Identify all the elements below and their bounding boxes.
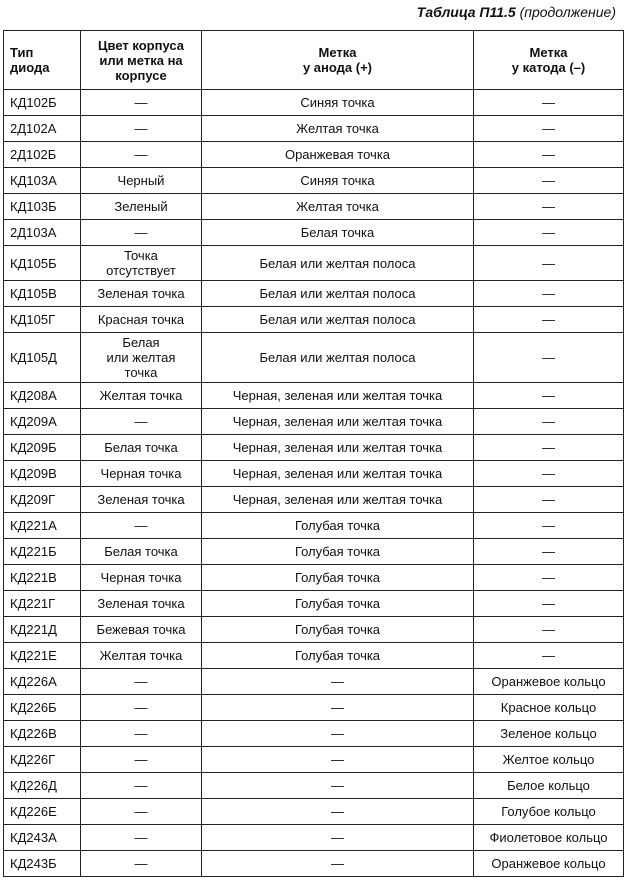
cell-anode-mark: Голубая точка — [202, 539, 474, 565]
cell-body-color-line: точка — [124, 365, 158, 380]
table-row — [4, 333, 624, 383]
cell-cathode-mark: — — [474, 142, 624, 168]
cell-cathode-mark: — — [474, 409, 624, 435]
cell-cathode-mark: — — [474, 513, 624, 539]
cell-diode-type: КД226А — [4, 669, 81, 695]
cell-diode-type: КД221Г — [4, 591, 81, 617]
cell-anode-mark: Оранжевая точка — [202, 142, 474, 168]
cell-body-color — [81, 281, 202, 307]
cell-diode-type: КД105В — [4, 281, 81, 307]
table-row — [4, 168, 624, 194]
cell-cathode-mark: — — [474, 591, 624, 617]
table-row — [4, 669, 624, 695]
cell-anode-mark: Черная, зеленая или желтая точка — [202, 383, 474, 409]
cell-anode-mark: Синяя точка — [202, 90, 474, 116]
cell-body-color — [81, 747, 202, 773]
cell-body-color — [81, 825, 202, 851]
cell-diode-type: КД208А — [4, 383, 81, 409]
cell-body-color — [81, 513, 202, 539]
cell-body-color-line: Бежевая точка — [96, 622, 186, 637]
cell-diode-type: 2Д103А — [4, 220, 81, 246]
cell-diode-type: КД102Б — [4, 90, 81, 116]
cell-cathode-mark: Фиолетовое кольцо — [474, 825, 624, 851]
cell-anode-mark: — — [202, 851, 474, 877]
table-row — [4, 851, 624, 877]
cell-body-color-line: — — [134, 778, 148, 793]
cell-anode-mark: — — [202, 721, 474, 747]
cell-body-color-line: Зеленый — [114, 199, 168, 214]
cell-cathode-mark: — — [474, 168, 624, 194]
cell-body-color — [81, 669, 202, 695]
cell-cathode-mark: — — [474, 246, 624, 281]
cell-cathode-mark: Голубое кольцо — [474, 799, 624, 825]
cell-anode-mark: — — [202, 773, 474, 799]
diode-marking-table — [3, 30, 624, 877]
table-body — [4, 90, 624, 877]
table-row — [4, 773, 624, 799]
cell-anode-mark: Черная, зеленая или желтая точка — [202, 461, 474, 487]
cell-anode-mark: Черная, зеленая или желтая точка — [202, 487, 474, 513]
cell-body-color — [81, 168, 202, 194]
cell-diode-type: КД209Б — [4, 435, 81, 461]
cell-body-color — [81, 409, 202, 435]
cell-body-color — [81, 617, 202, 643]
cell-body-color — [81, 539, 202, 565]
header-body-color-line3: корпусе — [115, 67, 167, 83]
cell-diode-type: 2Д102Б — [4, 142, 81, 168]
cell-cathode-mark: Оранжевое кольцо — [474, 669, 624, 695]
cell-cathode-mark: — — [474, 617, 624, 643]
cell-cathode-mark: — — [474, 307, 624, 333]
cell-diode-type: КД103А — [4, 168, 81, 194]
cell-body-color — [81, 695, 202, 721]
table-row — [4, 539, 624, 565]
table-row — [4, 142, 624, 168]
cell-diode-type: КД209В — [4, 461, 81, 487]
header-diode-type — [4, 31, 81, 90]
cell-cathode-mark: Красное кольцо — [474, 695, 624, 721]
cell-body-color-line: Черная точка — [100, 466, 182, 481]
cell-cathode-mark: — — [474, 565, 624, 591]
cell-body-color-line: Зеленая точка — [97, 596, 185, 611]
cell-diode-type: КД226В — [4, 721, 81, 747]
cell-body-color-line: отсутствует — [106, 263, 176, 278]
cell-body-color-line: — — [134, 518, 148, 533]
cell-diode-type: КД226Г — [4, 747, 81, 773]
cell-body-color — [81, 435, 202, 461]
table-header-row — [4, 31, 624, 90]
cell-anode-mark: Белая или желтая полоса — [202, 307, 474, 333]
cell-cathode-mark: — — [474, 220, 624, 246]
cell-diode-type: КД243Б — [4, 851, 81, 877]
cell-body-color — [81, 773, 202, 799]
cell-anode-mark: Синяя точка — [202, 168, 474, 194]
cell-diode-type: КД209А — [4, 409, 81, 435]
cell-body-color-line: Зеленая точка — [97, 492, 185, 507]
header-cathode-mark-line1: Метка — [529, 45, 568, 60]
cell-cathode-mark: — — [474, 643, 624, 669]
cell-body-color-line: — — [134, 726, 148, 741]
cell-body-color — [81, 116, 202, 142]
header-body-color-line2: или метка на — [99, 52, 183, 68]
cell-anode-mark: Желтая точка — [202, 116, 474, 142]
cell-anode-mark: Голубая точка — [202, 565, 474, 591]
cell-diode-type: КД226Е — [4, 799, 81, 825]
cell-diode-type: 2Д102А — [4, 116, 81, 142]
cell-cathode-mark: — — [474, 333, 624, 383]
header-body-color-line1: Цвет корпуса — [98, 37, 184, 53]
table-row — [4, 799, 624, 825]
cell-body-color — [81, 799, 202, 825]
table-row — [4, 591, 624, 617]
cell-anode-mark: — — [202, 825, 474, 851]
cell-body-color-line: — — [134, 804, 148, 819]
cell-body-color — [81, 383, 202, 409]
cell-body-color — [81, 90, 202, 116]
cell-body-color — [81, 333, 202, 383]
cell-body-color-line: Зеленая точка — [97, 286, 185, 301]
table-row — [4, 281, 624, 307]
cell-anode-mark: Белая или желтая полоса — [202, 333, 474, 383]
header-anode-mark-line1: Метка — [318, 45, 357, 60]
cell-cathode-mark: — — [474, 116, 624, 142]
table-row — [4, 246, 624, 281]
cell-anode-mark: — — [202, 799, 474, 825]
table-row — [4, 409, 624, 435]
cell-anode-mark: Белая или желтая полоса — [202, 281, 474, 307]
cell-body-color-line: — — [134, 147, 148, 162]
cell-body-color — [81, 461, 202, 487]
cell-anode-mark: Голубая точка — [202, 513, 474, 539]
cell-diode-type: КД105Б — [4, 246, 81, 281]
cell-body-color-line: Черный — [117, 173, 165, 188]
cell-cathode-mark: Зеленое кольцо — [474, 721, 624, 747]
table-row — [4, 825, 624, 851]
cell-cathode-mark: Оранжевое кольцо — [474, 851, 624, 877]
table-row — [4, 721, 624, 747]
cell-cathode-mark: — — [474, 281, 624, 307]
cell-body-color — [81, 246, 202, 281]
cell-cathode-mark: — — [474, 461, 624, 487]
cell-diode-type: КД221Д — [4, 617, 81, 643]
cell-body-color-line: — — [134, 674, 148, 689]
table-row — [4, 194, 624, 220]
table-row — [4, 116, 624, 142]
cell-body-color-line: Белая точка — [104, 544, 178, 559]
cell-body-color-line: — — [134, 830, 148, 845]
cell-body-color — [81, 307, 202, 333]
table-row — [4, 487, 624, 513]
cell-body-color — [81, 591, 202, 617]
cell-cathode-mark: — — [474, 435, 624, 461]
cell-cathode-mark: — — [474, 90, 624, 116]
cell-diode-type: КД221А — [4, 513, 81, 539]
cell-anode-mark: Черная, зеленая или желтая точка — [202, 409, 474, 435]
cell-body-color — [81, 142, 202, 168]
cell-cathode-mark: — — [474, 487, 624, 513]
cell-body-color-line: Красная точка — [97, 312, 185, 327]
cell-body-color-line: — — [134, 95, 148, 110]
cell-anode-mark: — — [202, 669, 474, 695]
cell-anode-mark: — — [202, 695, 474, 721]
cell-cathode-mark: Желтое кольцо — [474, 747, 624, 773]
cell-body-color — [81, 565, 202, 591]
table-row — [4, 747, 624, 773]
cell-anode-mark: — — [202, 747, 474, 773]
cell-body-color-line: Желтая точка — [99, 388, 183, 403]
header-anode-mark — [202, 31, 474, 90]
cell-body-color — [81, 487, 202, 513]
cell-diode-type: КД221В — [4, 565, 81, 591]
cell-body-color — [81, 194, 202, 220]
cell-diode-type: КД226Б — [4, 695, 81, 721]
cell-body-color-line: Белая — [122, 335, 160, 350]
header-cathode-mark-line2: у катода (–) — [511, 60, 586, 75]
cell-body-color-line: Желтая точка — [99, 648, 183, 663]
cell-cathode-mark: — — [474, 539, 624, 565]
table-row — [4, 220, 624, 246]
cell-anode-mark: Голубая точка — [202, 617, 474, 643]
cell-body-color-line: Точка — [124, 248, 158, 263]
table-row — [4, 435, 624, 461]
table-row — [4, 461, 624, 487]
cell-anode-mark: Желтая точка — [202, 194, 474, 220]
cell-diode-type: КД221Е — [4, 643, 81, 669]
cell-body-color-line: Белая точка — [104, 440, 178, 455]
cell-diode-type: КД105Д — [4, 333, 81, 383]
cell-body-color — [81, 721, 202, 747]
header-body-color — [81, 31, 202, 90]
cell-body-color-line: — — [134, 121, 148, 136]
table-row — [4, 695, 624, 721]
header-diode-type-line1: Тип — [10, 45, 34, 60]
table-row — [4, 513, 624, 539]
header-diode-type-line2: диода — [10, 60, 50, 75]
cell-diode-type: КД103Б — [4, 194, 81, 220]
cell-body-color-line: — — [134, 225, 148, 240]
cell-anode-mark: Голубая точка — [202, 591, 474, 617]
cell-body-color-line: Черная точка — [100, 570, 182, 585]
cell-anode-mark: Черная, зеленая или желтая точка — [202, 435, 474, 461]
cell-cathode-mark: Белое кольцо — [474, 773, 624, 799]
cell-anode-mark: Голубая точка — [202, 643, 474, 669]
cell-body-color — [81, 643, 202, 669]
table-row — [4, 307, 624, 333]
cell-diode-type: КД226Д — [4, 773, 81, 799]
cell-cathode-mark: — — [474, 194, 624, 220]
table-caption-subtitle: (продолжение) — [519, 4, 616, 20]
cell-body-color — [81, 220, 202, 246]
cell-anode-mark: Белая точка — [202, 220, 474, 246]
header-cathode-mark — [474, 31, 624, 90]
table-caption-title: Таблица П11.5 — [416, 4, 516, 20]
cell-anode-mark: Белая или желтая полоса — [202, 246, 474, 281]
table-row — [4, 90, 624, 116]
cell-body-color-line: или желтая — [106, 350, 176, 365]
cell-body-color-line: — — [134, 414, 148, 429]
cell-diode-type: КД209Г — [4, 487, 81, 513]
cell-body-color — [81, 851, 202, 877]
cell-diode-type: КД221Б — [4, 539, 81, 565]
cell-body-color-line: — — [134, 700, 148, 715]
cell-cathode-mark: — — [474, 383, 624, 409]
cell-diode-type: КД105Г — [4, 307, 81, 333]
table-row — [4, 383, 624, 409]
table-row — [4, 643, 624, 669]
table-row — [4, 565, 624, 591]
cell-diode-type: КД243А — [4, 825, 81, 851]
header-anode-mark-line2: у анода (+) — [302, 60, 373, 75]
table-caption — [417, 4, 616, 20]
table-row — [4, 617, 624, 643]
cell-body-color-line: — — [134, 856, 148, 871]
cell-body-color-line: — — [134, 752, 148, 767]
